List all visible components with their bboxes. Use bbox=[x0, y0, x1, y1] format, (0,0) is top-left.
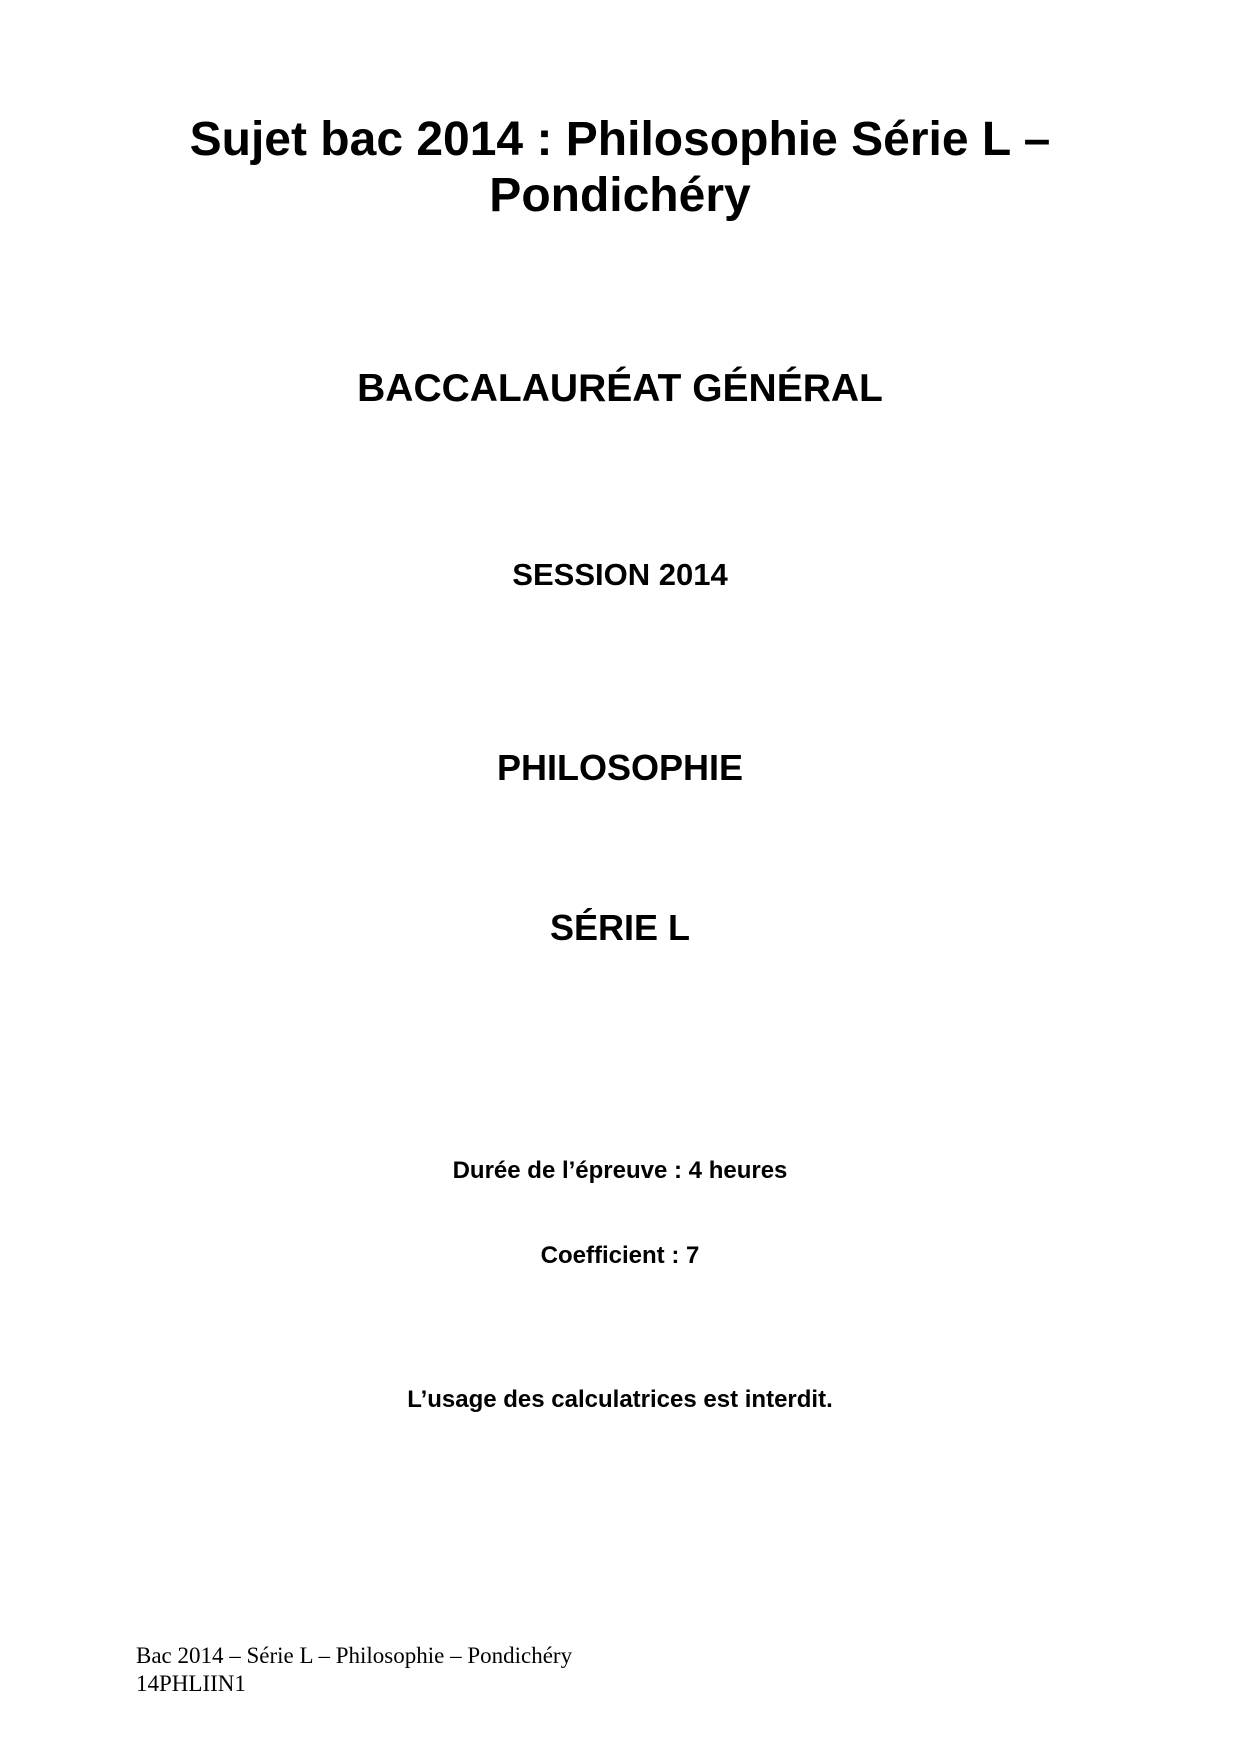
subject-heading: PHILOSOPHIE bbox=[496, 747, 744, 788]
footer-code: 14PHLIIN1 bbox=[136, 1671, 246, 1696]
page-footer bbox=[136, 1642, 572, 1698]
title-line-1: Sujet bac 2014 : Philosophie Série L – bbox=[189, 113, 1051, 166]
document-title bbox=[0, 112, 1240, 224]
title-line-2: Pondichéry bbox=[489, 169, 751, 222]
session-heading: SESSION 2014 bbox=[512, 557, 728, 592]
exam-duration: Durée de l’épreuve : 4 heures bbox=[452, 1157, 788, 1184]
serie-heading: SÉRIE L bbox=[549, 907, 691, 948]
exam-name-heading: BACCALAURÉAT GÉNÉRAL bbox=[357, 367, 883, 410]
coefficient: Coefficient : 7 bbox=[540, 1242, 700, 1269]
calculator-notice: L’usage des calculatrices est interdit. bbox=[407, 1386, 833, 1413]
footer-line: Bac 2014 – Série L – Philosophie – Pondichéry bbox=[136, 1643, 573, 1668]
